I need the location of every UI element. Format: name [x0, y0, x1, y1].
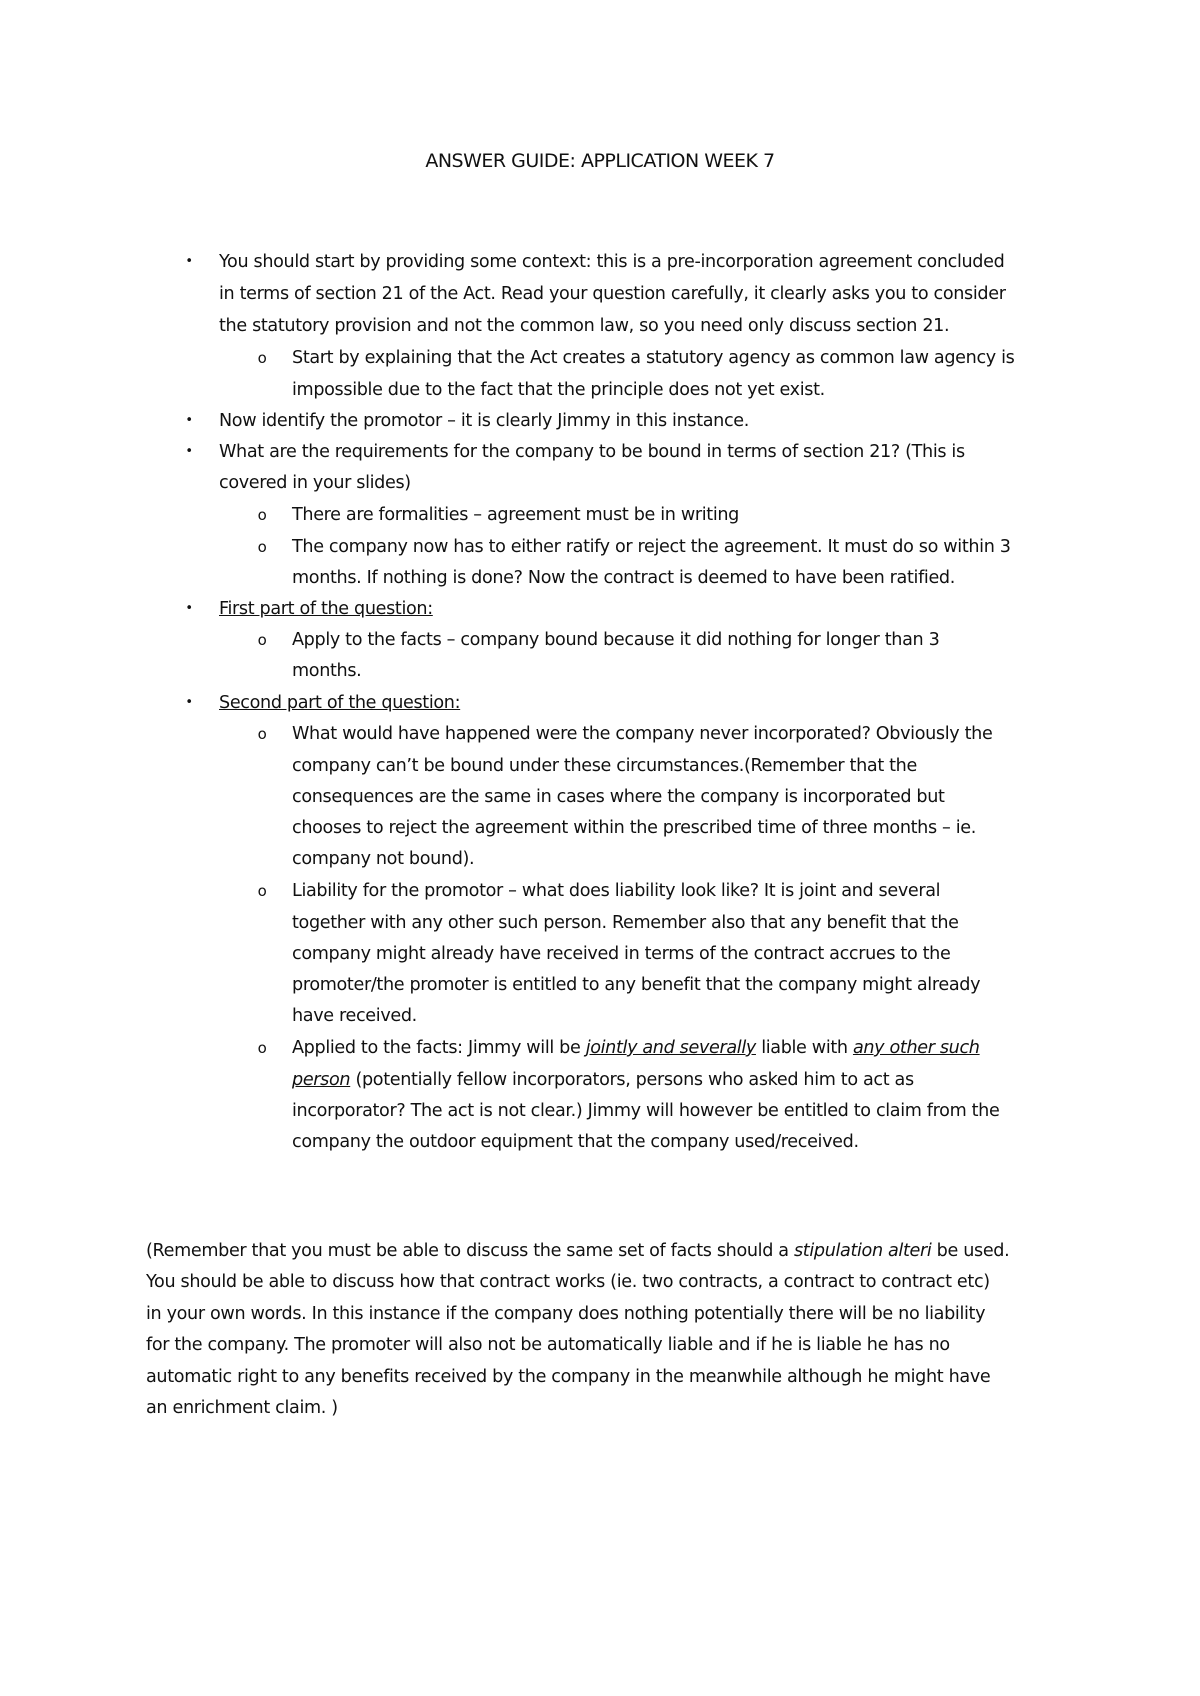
sub-bullet-icon: o — [257, 538, 267, 556]
sub-bullet-icon: o — [257, 725, 267, 743]
bullet-icon: • — [185, 695, 193, 710]
page-title: ANSWER GUIDE: APPLICATION WEEK 7 — [425, 150, 775, 172]
remark-line-2: You should be able to discuss how that contract works (ie. two contracts, a contract to contract etc) — [146, 1272, 990, 1292]
remark-line-4: for the company. The promoter will also not be automatically liable and if he is liable he has no — [146, 1335, 950, 1355]
text-run: Applied to the facts: Jimmy will be — [292, 1038, 586, 1058]
emphasis-jointly-severally: jointly and severally — [585, 1038, 756, 1058]
bullet-5-sub-2-line-2: together with any other such person. Remember also that any benefit that the — [292, 913, 959, 933]
bullet-1-sub-1-line-1: Start by explaining that the Act creates a statutory agency as common law agency is — [292, 348, 1015, 368]
text-run: (Remember that you must be able to discuss the same set of facts should a — [146, 1241, 794, 1261]
bullet-icon: • — [185, 254, 193, 269]
bullet-1-line-2: in terms of section 21 of the Act. Read your question carefully, it clearly asks you to consider — [219, 284, 1006, 304]
bullet-1-line-3: the statutory provision and not the common law, so you need only discuss section 21. — [219, 316, 950, 336]
text-run: (potentially fellow incorporators, persons who asked him to act as — [350, 1070, 914, 1090]
remark-line-6: an enrichment claim. ) — [146, 1398, 338, 1418]
bullet-1-sub-1-line-2: impossible due to the fact that the principle does not yet exist. — [292, 380, 825, 400]
bullet-5-sub-2-line-5: have received. — [292, 1006, 417, 1026]
emphasis-person: person — [292, 1070, 351, 1090]
bullet-5-sub-2-line-1: Liability for the promotor – what does liability look like? It is joint and several — [292, 881, 941, 901]
bullet-3-sub-2-line-1: The company now has to either ratify or reject the agreement. It must do so within 3 — [292, 537, 1011, 557]
bullet-icon: • — [185, 413, 193, 428]
bullet-3-line-2: covered in your slides) — [219, 473, 411, 493]
bullet-5-sub-1-line-2: company can’t be bound under these circumstances.(Remember that the — [292, 756, 917, 776]
sub-bullet-icon: o — [257, 349, 267, 367]
emphasis-stipulation-alteri: stipulation alteri — [793, 1241, 932, 1261]
bullet-5-heading: Second part of the question: — [219, 693, 461, 713]
bullet-5-sub-3-line-3: incorporator? The act is not clear.) Jimmy will however be entitled to claim from the — [292, 1101, 1000, 1121]
bullet-4-sub-1-line-1: Apply to the facts – company bound because it did nothing for longer than 3 — [292, 630, 940, 650]
sub-bullet-icon: o — [257, 506, 267, 524]
bullet-3-line-1: What are the requirements for the company to be bound in terms of section 21? (This is — [219, 442, 965, 462]
bullet-5-sub-1-line-3: consequences are the same in cases where the company is incorporated but — [292, 787, 945, 807]
bullet-5-sub-3-line-1 — [292, 1033, 980, 1063]
emphasis-any-other-such: any other such — [852, 1038, 980, 1058]
bullet-4-heading: First part of the question: — [219, 599, 433, 619]
sub-bullet-icon: o — [257, 631, 267, 649]
bullet-1-line-1: You should start by providing some context: this is a pre-incorporation agreement concluded — [219, 252, 1005, 272]
remark-line-1 — [146, 1236, 1009, 1266]
bullet-5-sub-3-line-4: company the outdoor equipment that the company used/received. — [292, 1132, 859, 1152]
bullet-5-sub-3-line-2 — [292, 1065, 914, 1095]
bullet-4-sub-1-line-2: months. — [292, 661, 362, 681]
bullet-5-sub-1-line-4: chooses to reject the agreement within the prescribed time of three months – ie. — [292, 818, 976, 838]
remark-line-3: in your own words. In this instance if the company does nothing potentially there will be no liability — [146, 1304, 986, 1324]
sub-bullet-icon: o — [257, 882, 267, 900]
remark-line-5: automatic right to any benefits received by the company in the meanwhile although he might have — [146, 1367, 991, 1387]
bullet-icon: • — [185, 601, 193, 616]
text-run: liable with — [755, 1038, 853, 1058]
bullet-5-sub-2-line-3: company might already have received in terms of the contract accrues to the — [292, 944, 951, 964]
bullet-2-line-1: Now identify the promotor – it is clearly Jimmy in this instance. — [219, 411, 750, 431]
bullet-5-sub-1-line-5: company not bound). — [292, 849, 475, 869]
bullet-5-sub-1-line-1: What would have happened were the company never incorporated? Obviously the — [292, 724, 993, 744]
text-run: be used. — [931, 1241, 1010, 1261]
bullet-3-sub-1-line-1: There are formalities – agreement must be in writing — [292, 505, 739, 525]
bullet-icon: • — [185, 444, 193, 459]
bullet-5-sub-2-line-4: promoter/the promoter is entitled to any benefit that the company might already — [292, 975, 981, 995]
bullet-3-sub-2-line-2: months. If nothing is done? Now the contract is deemed to have been ratified. — [292, 568, 955, 588]
sub-bullet-icon: o — [257, 1039, 267, 1057]
